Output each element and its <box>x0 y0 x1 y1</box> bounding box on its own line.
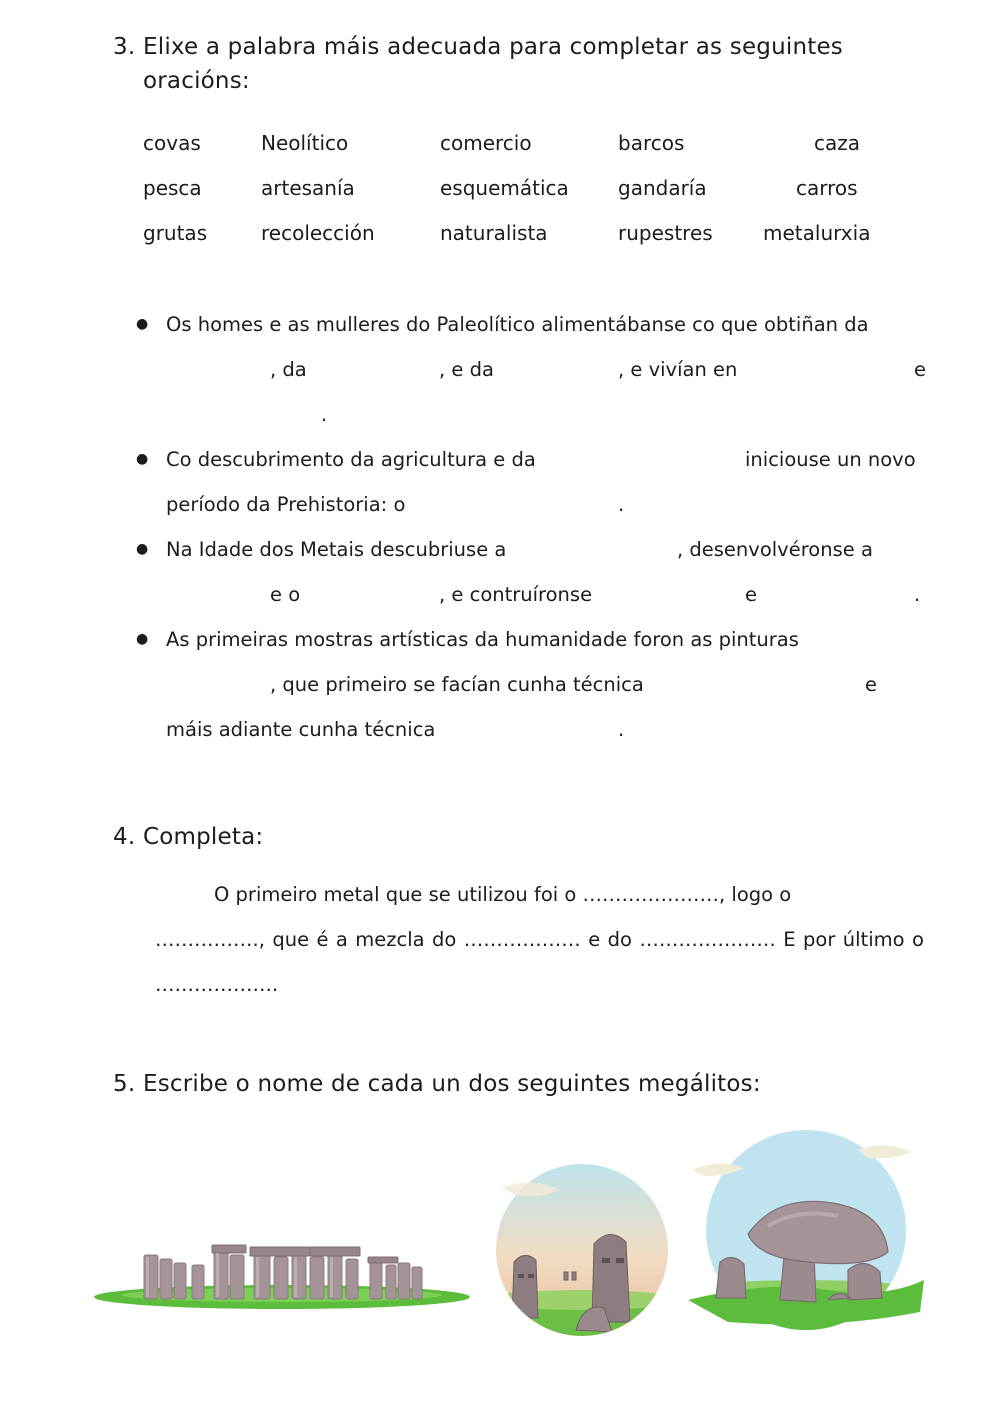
q4-title: Completa: <box>143 824 264 850</box>
q4-line2 <box>155 928 924 951</box>
sentence-text: e <box>745 583 757 606</box>
sentence-text: , desenvolvéronse a <box>677 538 873 561</box>
blank-input[interactable] <box>752 355 907 385</box>
word-bank-item: caza <box>814 131 861 155</box>
blank-input[interactable] <box>766 580 910 610</box>
word-bank-item: pesca <box>143 176 202 200</box>
stonehenge-image <box>92 1225 472 1315</box>
q4-line2-word: o <box>911 928 924 951</box>
q3-title-line1: Elixe a palabra máis adecuada para completar as seguintes <box>143 34 843 60</box>
sentence-text: período da Prehistoria: o <box>166 493 406 516</box>
q4-line2-word: do <box>432 928 457 951</box>
sentence-text: . <box>914 583 921 606</box>
word-bank-item: barcos <box>618 131 685 155</box>
blank-input[interactable] <box>576 445 738 475</box>
blank-input[interactable] <box>166 580 266 610</box>
sentence-text: As primeiras mostras artísticas da humanidade foron as pinturas <box>166 628 799 651</box>
q4-line1: O primeiro metal que se utilizou foi o …………………, logo o <box>214 883 792 906</box>
sentence-text: e <box>914 358 926 381</box>
blank-input[interactable] <box>310 580 434 610</box>
word-bank-item: gandaría <box>618 176 707 200</box>
q4-number: 4. <box>113 824 136 850</box>
blank-input[interactable] <box>546 535 670 565</box>
blank-input[interactable] <box>314 355 434 385</box>
word-bank-item: comercio <box>440 131 532 155</box>
sentence-text: Na Idade dos Metais descubriuse a <box>166 538 507 561</box>
sentence-text: , e vivían en <box>618 358 738 381</box>
sentence-text: , que primeiro se facían cunha técnica <box>270 673 644 696</box>
sentence-text: máis adiante cunha técnica <box>166 718 436 741</box>
word-bank-item: naturalista <box>440 221 548 245</box>
word-bank-item: rupestres <box>618 221 713 245</box>
bullet: ● <box>136 316 149 332</box>
sentence-text: Co descubrimento da agricultura e da <box>166 448 536 471</box>
sentence-text: . <box>618 718 625 741</box>
q4-line2-word: último <box>842 928 905 951</box>
word-bank-item: metalurxia <box>763 221 871 245</box>
sentence-text: , da <box>270 358 307 381</box>
bullet: ● <box>136 541 149 557</box>
sentence-text: e <box>865 673 877 696</box>
q4-line2-word: E <box>783 928 796 951</box>
q4-line2-word: do <box>607 928 632 951</box>
sentence-text: . <box>618 493 625 516</box>
q4-line2-word: é <box>316 928 329 951</box>
sentence1-line1: Os homes e as mulleres do Paleolítico alimentábanse co que obtiñan da <box>166 313 869 336</box>
word-bank-item: Neolítico <box>261 131 349 155</box>
q4-line2-word: por <box>803 928 836 951</box>
q4-line2-word: e <box>588 928 601 951</box>
blank-input[interactable] <box>612 580 738 610</box>
word-bank-item: recolección <box>261 221 375 245</box>
word-bank-item: carros <box>796 176 858 200</box>
q4-line2-word: que <box>272 928 310 951</box>
sentence-text: , e da <box>439 358 494 381</box>
sentence-text: , e contruíronse <box>439 583 593 606</box>
blank-input[interactable] <box>166 670 266 700</box>
dolmen-image <box>688 1130 928 1340</box>
q3-number: 3. <box>113 34 136 60</box>
word-bank-item: grutas <box>143 221 208 245</box>
blank-input[interactable] <box>462 715 612 745</box>
q3-title-line2: oracións: <box>143 68 250 94</box>
sentence-text: e o <box>270 583 301 606</box>
word-bank-item: covas <box>143 131 201 155</box>
word-bank-item: artesanía <box>261 176 355 200</box>
bullet: ● <box>136 631 149 647</box>
bullet: ● <box>136 451 149 467</box>
q4-line3: ………………. <box>155 973 279 996</box>
blank-input[interactable] <box>436 490 612 520</box>
q4-line2-word: ………………… <box>639 928 776 951</box>
word-bank-item: esquemática <box>440 176 569 200</box>
sentence-text: iniciouse un novo <box>745 448 916 471</box>
q4-line2-word: ……………., <box>155 928 265 951</box>
blank-input[interactable] <box>166 355 266 385</box>
q5-number: 5. <box>113 1071 136 1097</box>
q4-line2-word: mezcla <box>355 928 425 951</box>
blank-input[interactable] <box>166 400 318 430</box>
moai-image <box>472 1150 692 1340</box>
q5-title: Escribe o nome de cada un dos seguintes megálitos: <box>143 1071 761 1097</box>
q4-line2-word: a <box>335 928 348 951</box>
blank-input[interactable] <box>684 670 860 700</box>
sentence-text: . <box>321 403 328 426</box>
blank-input[interactable] <box>504 355 614 385</box>
q4-line2-word: ……………… <box>463 928 581 951</box>
